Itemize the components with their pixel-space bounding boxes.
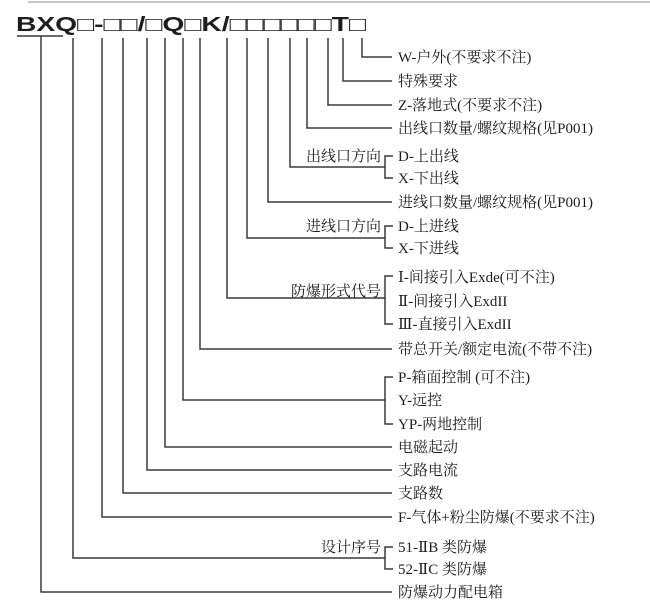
leader-line-outdoor [362, 38, 392, 57]
leader-line-outlet-spec [307, 38, 392, 128]
leader-line-magnetic-start [165, 38, 392, 447]
group-label-design-serial: 设计序号 [320, 540, 381, 556]
leader-line-inlet-spec [268, 38, 392, 202]
label-form-2: Ⅱ-间接引入ExdII [398, 294, 508, 310]
label-remote-control: Y-远控 [398, 393, 443, 409]
leader-line-floor-type [328, 38, 392, 105]
leader-line-main-switch [200, 38, 392, 349]
bracket-design-serial [385, 547, 393, 569]
label-inlet-down: X-下进线 [398, 241, 459, 257]
label-gas-dust: F-气体+粉尘防爆(不要求不注) [398, 510, 595, 526]
label-two-place: YP-两地控制 [398, 417, 483, 433]
bracket-control-group [385, 377, 393, 424]
label-form-1: Ⅰ-间接引入Exde(可不注) [398, 270, 555, 286]
label-magnetic-start: 电磁起动 [398, 440, 459, 456]
label-main-switch: 带总开关/额定电流(不带不注) [398, 342, 593, 358]
label-outlet-up: D-上出线 [398, 149, 459, 165]
label-class-iic: 52-ⅡC 类防爆 [398, 562, 487, 578]
label-branch-count: 支路数 [398, 486, 444, 502]
bracket-outlet-direction [385, 156, 393, 178]
group-label-outlet-direction: 出线口方向 [305, 149, 381, 165]
label-special: 特殊要求 [398, 74, 459, 90]
label-panel-control: P-箱面控制 (可不注) [398, 370, 531, 386]
label-form-3: Ⅲ-直接引入ExdII [398, 317, 512, 333]
diagram-texts [16, 14, 595, 601]
bracket-inlet-direction [385, 226, 393, 248]
label-outlet-spec: 出线口数量/螺纹规格(见P001) [398, 121, 594, 137]
leader-line-exproof-form [227, 38, 385, 298]
bracket-exproof-form [385, 276, 393, 324]
leader-line-branch-count [123, 38, 392, 493]
label-class-iib: 51-ⅡB 类防爆 [398, 540, 487, 556]
label-outdoor: W-户外(不要求不注) [398, 50, 532, 66]
label-box-name: 防爆动力配电箱 [398, 585, 504, 601]
model-code: BXQ□-□□/□Q□K/□□□□□□T□ [16, 14, 366, 36]
label-branch-current: 支路电流 [398, 463, 459, 479]
label-outlet-down: X-下出线 [398, 171, 459, 187]
option-brackets [385, 156, 393, 569]
leader-lines [17, 36, 392, 592]
label-inlet-up: D-上进线 [398, 219, 459, 235]
label-inlet-spec: 进线口数量/螺纹规格(见P001) [398, 195, 594, 211]
label-floor-type: Z-落地式(不要求不注) [398, 98, 543, 114]
leader-line-special [343, 38, 392, 81]
group-label-inlet-direction: 进线口方向 [305, 219, 381, 235]
group-label-exproof-form: 防爆形式代号 [290, 284, 381, 300]
